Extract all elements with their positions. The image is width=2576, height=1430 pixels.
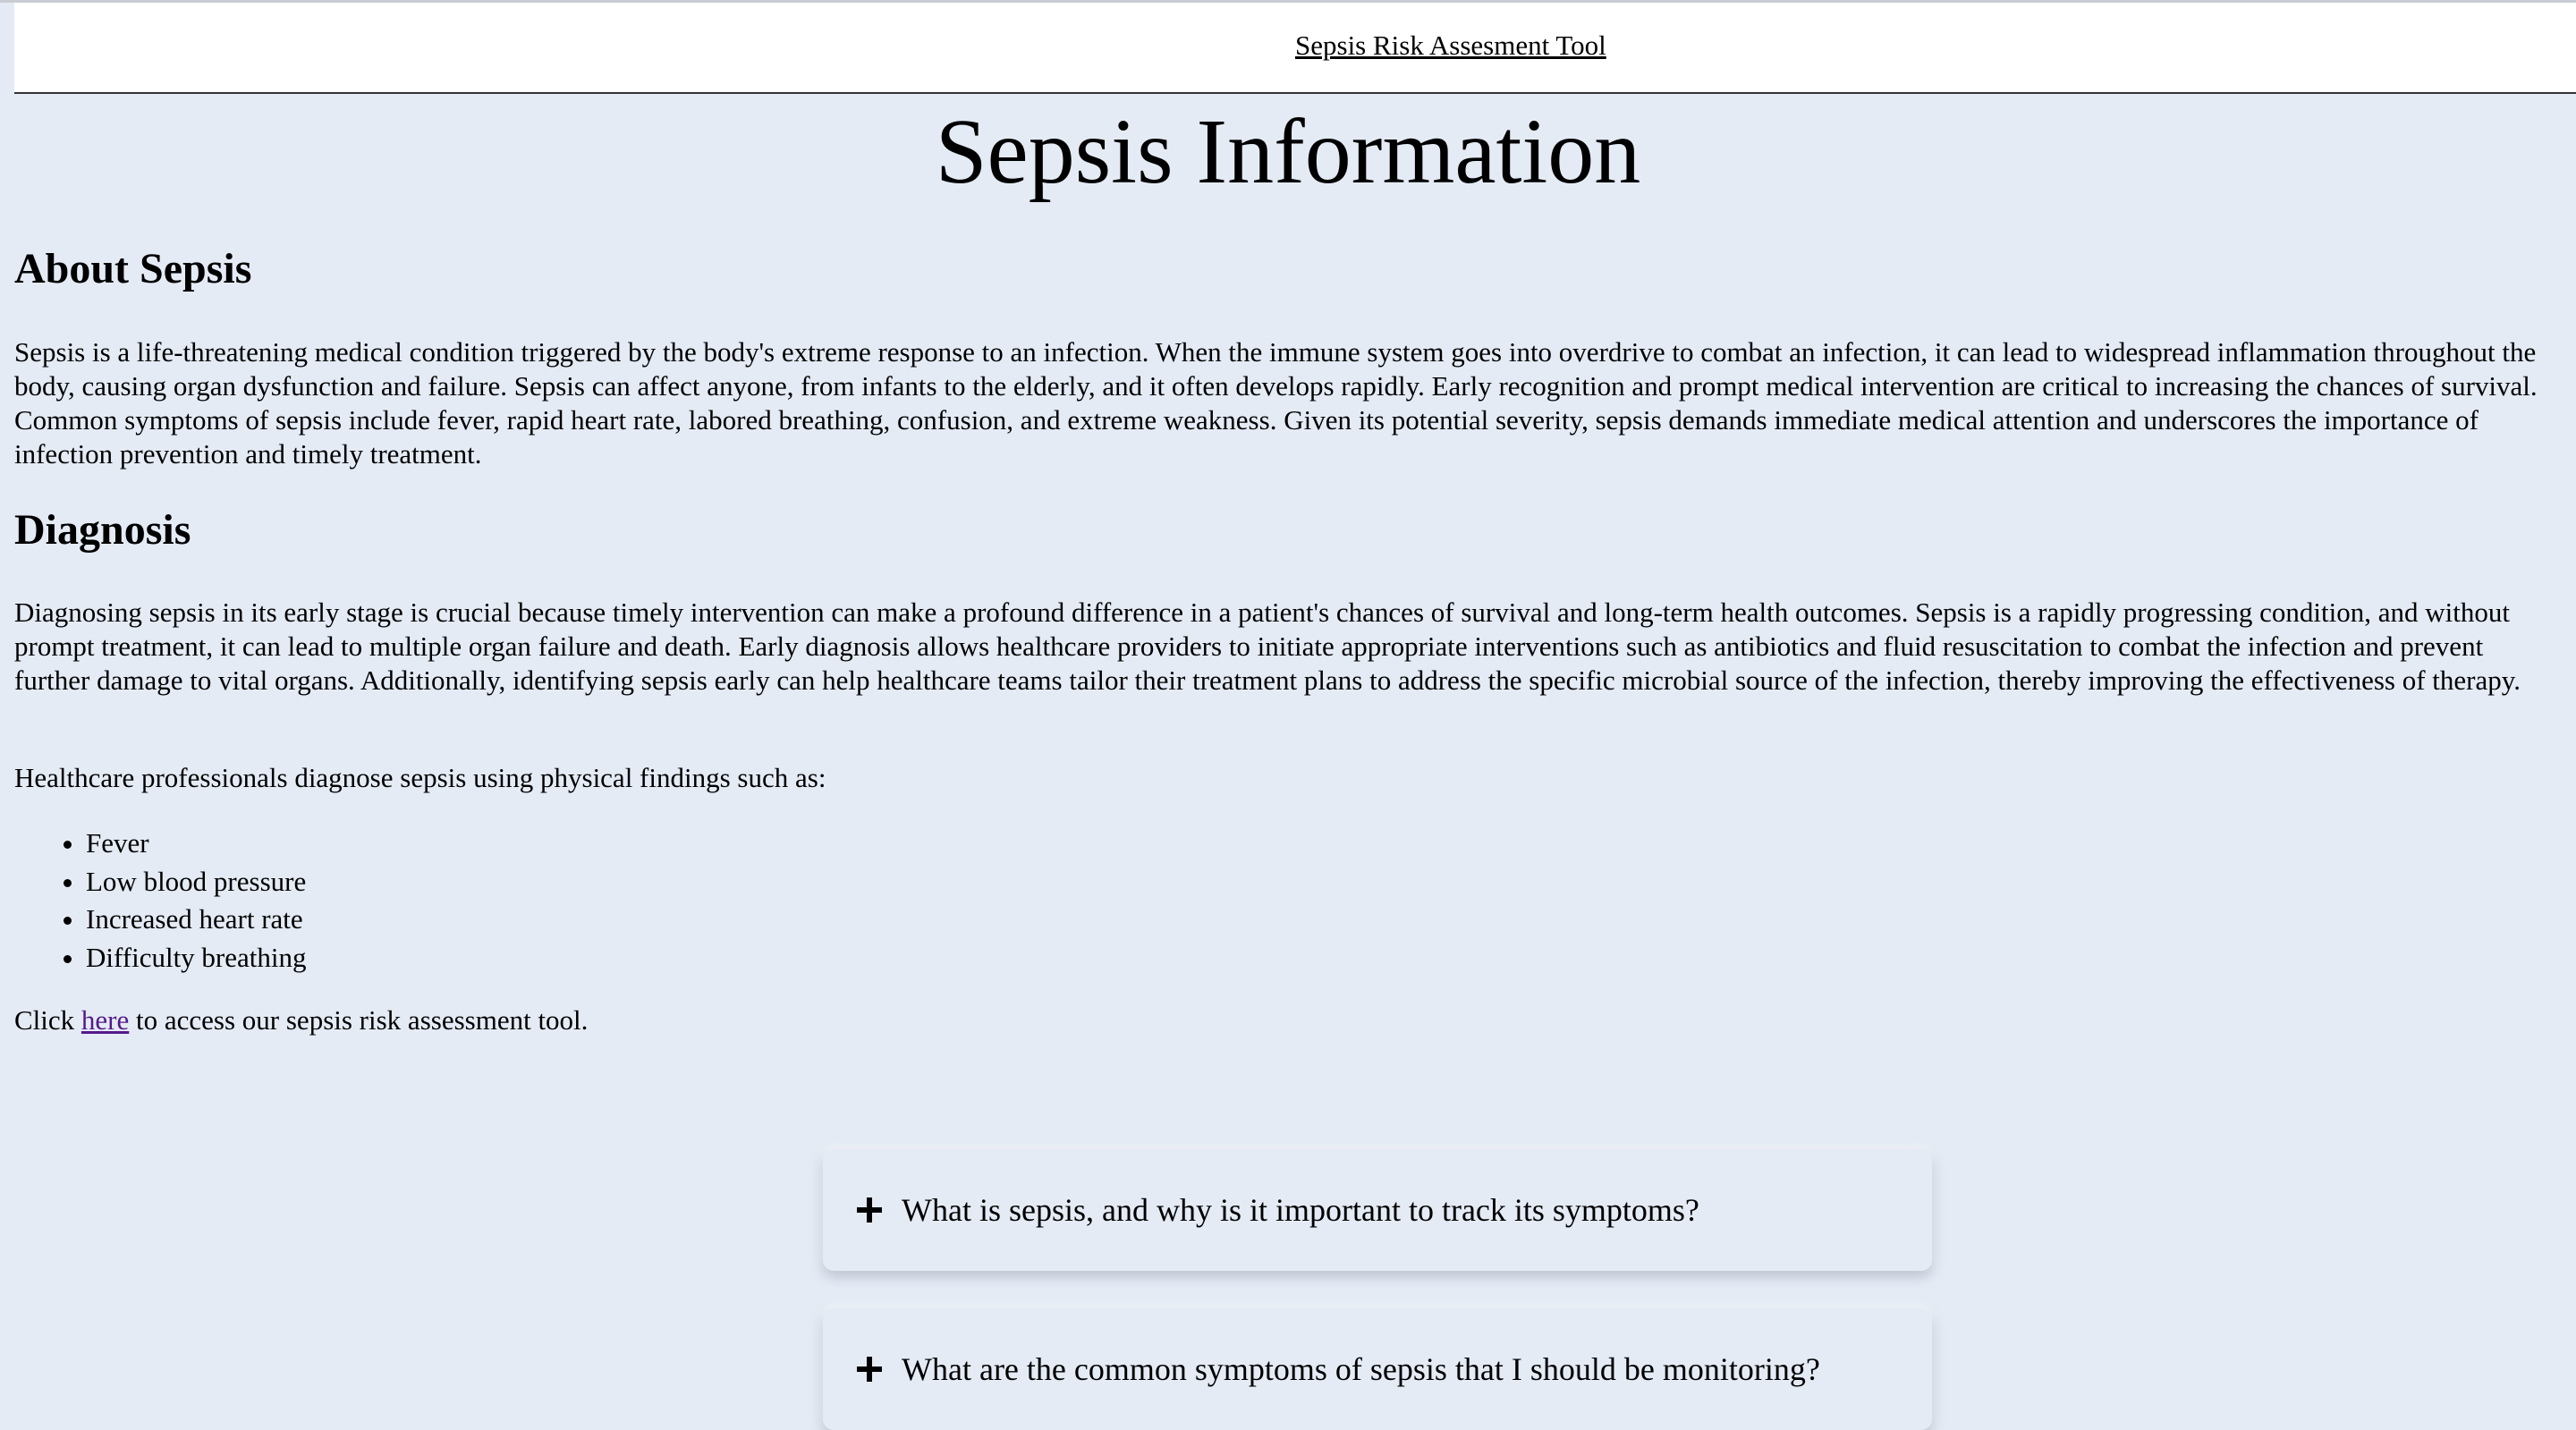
plus-icon[interactable] <box>857 1197 882 1223</box>
findings-intro: Healthcare professionals diagnose sepsis using physical findings such as: <box>14 762 826 793</box>
header-bar <box>14 3 2576 94</box>
findings-list <box>14 825 307 977</box>
page-title: Sepsis Information <box>935 100 1641 203</box>
about-paragraph: Sepsis is a life-threatening medical condition triggered by the body's extreme response to an infection. When the immune system goes into overdrive to combat an infection, it can lead to widespread inflammation throughout the body, causing organ dysfunction and failure. Sepsis can affect anyone, from infants to the elderly, and it often develops rapidly. Early recognition and prompt medical intervention are critical to increasing the chances of survival. Common symptoms of sepsis include fever, rapid heart rate, labored breathing, confusion, and extreme weakness. Given its potential severity, sepsis demands immediate medical attention and underscores the importance of infection prevention and timely treatment. <box>14 336 2538 470</box>
diagnosis-paragraph: Diagnosing sepsis in its early stage is crucial because timely intervention can make a profound difference in a patient's chances of survival and long-term health outcomes. Sepsis is a rapidly progressing condition, and without prompt treatment, it can lead to multiple organ failure and death. Early diagnosis allows healthcare providers to initiate appropriate interventions such as antibiotics and fluid resuscitation to combat the infection and prevent further damage to vital organs. Additionally, identifying sepsis early can help healthcare teams tailor their treatment plans to address the specific microbial source of the infection, thereby improving the effectiveness of therapy. <box>14 597 2521 696</box>
cta-sentence <box>14 1003 2562 1037</box>
risk-assessment-nav-link[interactable]: Sepsis Risk Assesment Tool <box>1295 30 1606 61</box>
faq-question: What is sepsis, and why is it important to track its symptoms? <box>902 1192 1699 1228</box>
list-item: • Low blood pressure <box>86 863 307 901</box>
list-item: • Difficulty breathing <box>86 939 307 977</box>
here-link[interactable]: here <box>80 1004 130 1036</box>
faq-item-what-is-sepsis[interactable] <box>823 1149 1932 1271</box>
list-item: • Increased heart rate <box>86 901 307 939</box>
cta-suffix: to access our sepsis risk assessment tool. <box>129 1004 589 1036</box>
plus-icon[interactable] <box>857 1357 882 1382</box>
faq-item-common-symptoms[interactable] <box>823 1308 1932 1430</box>
cta-prefix: Click <box>14 1004 81 1036</box>
about-heading: About Sepsis <box>14 245 252 292</box>
diagnosis-heading: Diagnosis <box>14 506 191 554</box>
faq-question: What are the common symptoms of sepsis that I should be monitoring? <box>902 1351 1820 1387</box>
list-item: • Fever <box>86 825 307 863</box>
